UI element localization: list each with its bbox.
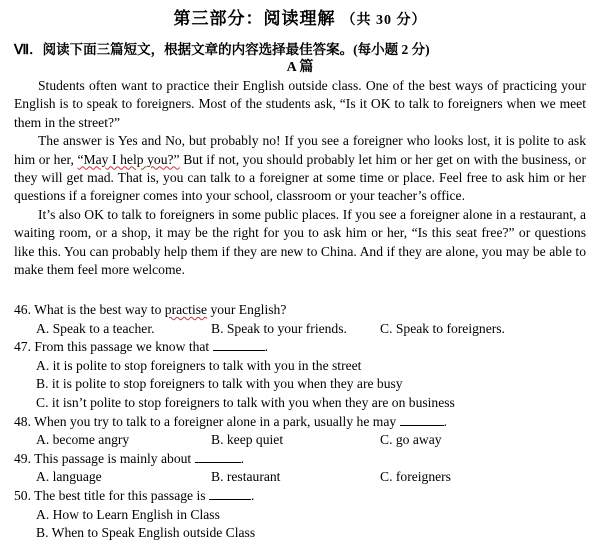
paragraph-2-part-a: The answer is Yes and No, but probably no! If you see a foreigner who looks lost, it is polite to ask him or her, — [14, 133, 586, 167]
question-46-stem-a: 46. What is the best way to — [14, 302, 165, 317]
question-50: 50. The best title for this passage is . — [14, 487, 255, 503]
answer-blank[interactable] — [213, 338, 265, 351]
part-title — [0, 4, 600, 29]
question-48-options — [14, 431, 586, 450]
question-49-stem: 49. This passage is mainly about — [14, 450, 192, 466]
question-46-options — [14, 320, 586, 339]
paragraph-3: It’s also OK to talk to foreigners in some public places. If you see a foreigner alone in a restaurant, a waiting room, or a shop, it may be the right for you to ask him or her, “Is this seat free?” or questions like this. You can probably help them if they are new to China. And if they are alone, you may be able to make them feel more welcome. — [14, 206, 586, 278]
question-46-option-a[interactable]: A. Speak to a teacher. — [36, 320, 155, 336]
paragraph-2-part-c: But if not, you should probably let him or her get on with the business, or they will get mad. That is, you can talk to a foreigner at some time or place. Feel free to ask him or her questions if a foreigner comes into your school, classroom or your teacher’s office. — [14, 151, 586, 204]
part-title-text: 第三部分：阅读理解 — [173, 9, 336, 28]
question-46 — [14, 301, 586, 320]
passage-title: A 篇 — [286, 60, 314, 75]
question-49-options — [14, 468, 586, 487]
question-49: 49. This passage is mainly about . — [14, 450, 245, 466]
paragraph-1: Students often want to practice their English outside class. One of the best ways of practicing your English is to speak to foreigners. Most of the students ask, “Is it OK to talk to foreigners when we meet them in the street?” — [14, 78, 586, 130]
question-46-option-b[interactable]: B. Speak to your friends. — [211, 320, 347, 336]
question-list — [14, 301, 586, 543]
question-46-stem-mark: practise — [164, 302, 208, 317]
question-50-option-b[interactable]: B. When to Speak English outside Class — [36, 525, 256, 541]
question-49-option-a[interactable]: A. language — [36, 469, 102, 485]
passage-body — [14, 77, 586, 279]
answer-blank[interactable] — [400, 413, 444, 426]
question-50-stem: 50. The best title for this passage is — [14, 487, 206, 503]
question-50-option-a[interactable]: A. How to Learn English in Class — [36, 506, 220, 522]
part-score: （共 30 分） — [341, 13, 427, 28]
question-48-stem: 48. When you try to talk to a foreigner alone in a park, usually he may — [14, 413, 397, 429]
question-48-option-c[interactable]: C. go away — [380, 432, 442, 448]
section-instruction: Ⅶ．阅读下面三篇短文，根据文章的内容选择最佳答案。(每小题 2 分) — [14, 42, 430, 57]
answer-blank[interactable] — [195, 450, 241, 463]
question-47-option-a[interactable]: A. it is polite to stop foreigners to talk with you in the street — [36, 357, 362, 373]
answer-blank[interactable] — [209, 487, 251, 500]
paragraph-2-quote: “May I help you?” — [77, 151, 180, 167]
paragraph-2 — [14, 132, 586, 206]
question-48-option-a[interactable]: A. become angry — [36, 432, 130, 448]
question-48-option-b[interactable]: B. keep quiet — [211, 432, 284, 448]
question-47-option-c[interactable]: C. it isn’t polite to stop foreigners to talk with you when they are on business — [36, 394, 455, 410]
question-46-stem-b: your English? — [207, 302, 287, 317]
question-47: 47. From this passage we know that . — [14, 339, 269, 355]
question-47-stem: 47. From this passage we know that — [14, 339, 210, 355]
question-49-option-b[interactable]: B. restaurant — [211, 469, 281, 485]
question-47-option-b[interactable]: B. it is polite to stop foreigners to talk with you when they are busy — [36, 376, 403, 392]
question-49-option-c[interactable]: C. foreigners — [380, 469, 451, 485]
question-48: 48. When you try to talk to a foreigner alone in a park, usually he may . — [14, 413, 447, 429]
question-46-option-c[interactable]: C. Speak to foreigners. — [380, 320, 505, 336]
